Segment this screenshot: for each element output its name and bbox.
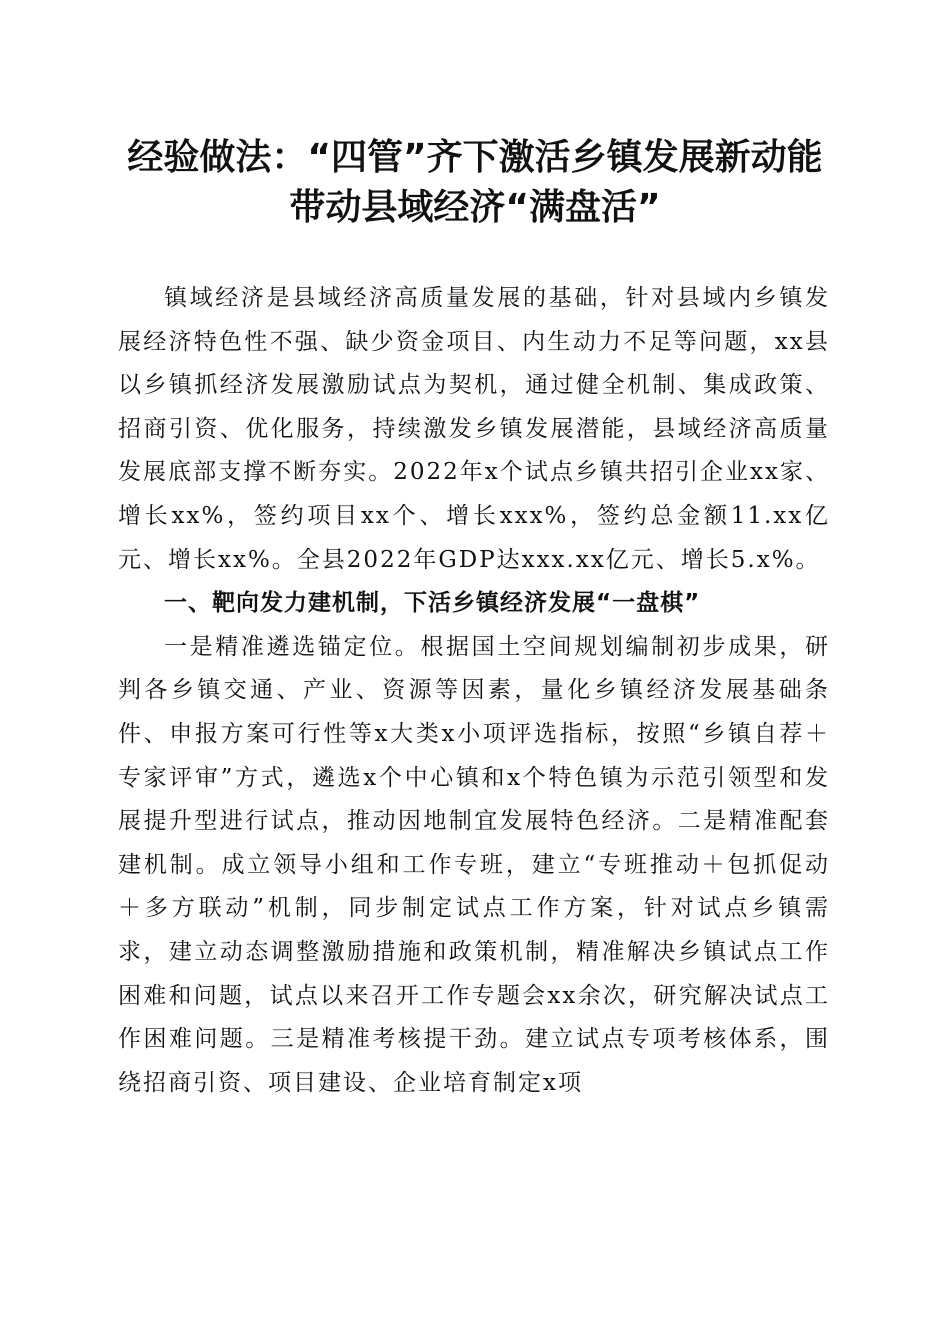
intro-paragraph: 镇域经济是县域经济高质量发展的基础，针对县域内乡镇发展经济特色性不强、缺少资金项目、内生动力不足等问题，xx县以乡镇抓经济发展激励试点为契机，通过健全机制、集成政策、招商引资、优化服务，持续激发乡镇发展潜能，县域经济高质量发展底部支撑不断夯实。2022年x个试点乡镇共招引企业xx家、增长xx%，签约项目xx个、增长xxx%，签约总金额11.xx亿元、增长xx%。全县2022年GDP达xxx.xx亿元、增长5.x%。 [118, 285, 830, 573]
document-title-line-1: 经验做法：“四管”齐下激活乡镇发展新动能 [127, 137, 823, 178]
section-1-heading: 一、靶向发力建机制，下活乡镇经济发展“一盘棋” [164, 590, 701, 617]
section-1-paragraph: 一是精准遴选锚定位。根据国土空间规划编制初步成果，研判各乡镇交通、产业、资源等因素，量化乡镇经济发展基础条件、申报方案可行性等x大类x小项评选指标，按照“乡镇自荐＋专家评审”方式，遴选x个中心镇和x个特色镇为示范引领型和发展提升型进行试点，推动因地制宜发展特色经济。二是精准配套建机制。成立领导小组和工作专班，建立“专班推动＋包抓促动＋多方联动”机制，同步制定试点工作方案，针对试点乡镇需求，建立动态调整激励措施和政策机制，精准解决乡镇试点工作困难和问题，试点以来召开工作专题会xx余次，研究解决试点工作困难问题。三是精准考核提干劲。建立试点专项考核体系，围绕招商引资、项目建设、企业培育制定x项 [118, 633, 830, 1096]
document-title-line-2: 带动县域经济“满盘活” [289, 187, 661, 228]
document-body [118, 277, 830, 1105]
